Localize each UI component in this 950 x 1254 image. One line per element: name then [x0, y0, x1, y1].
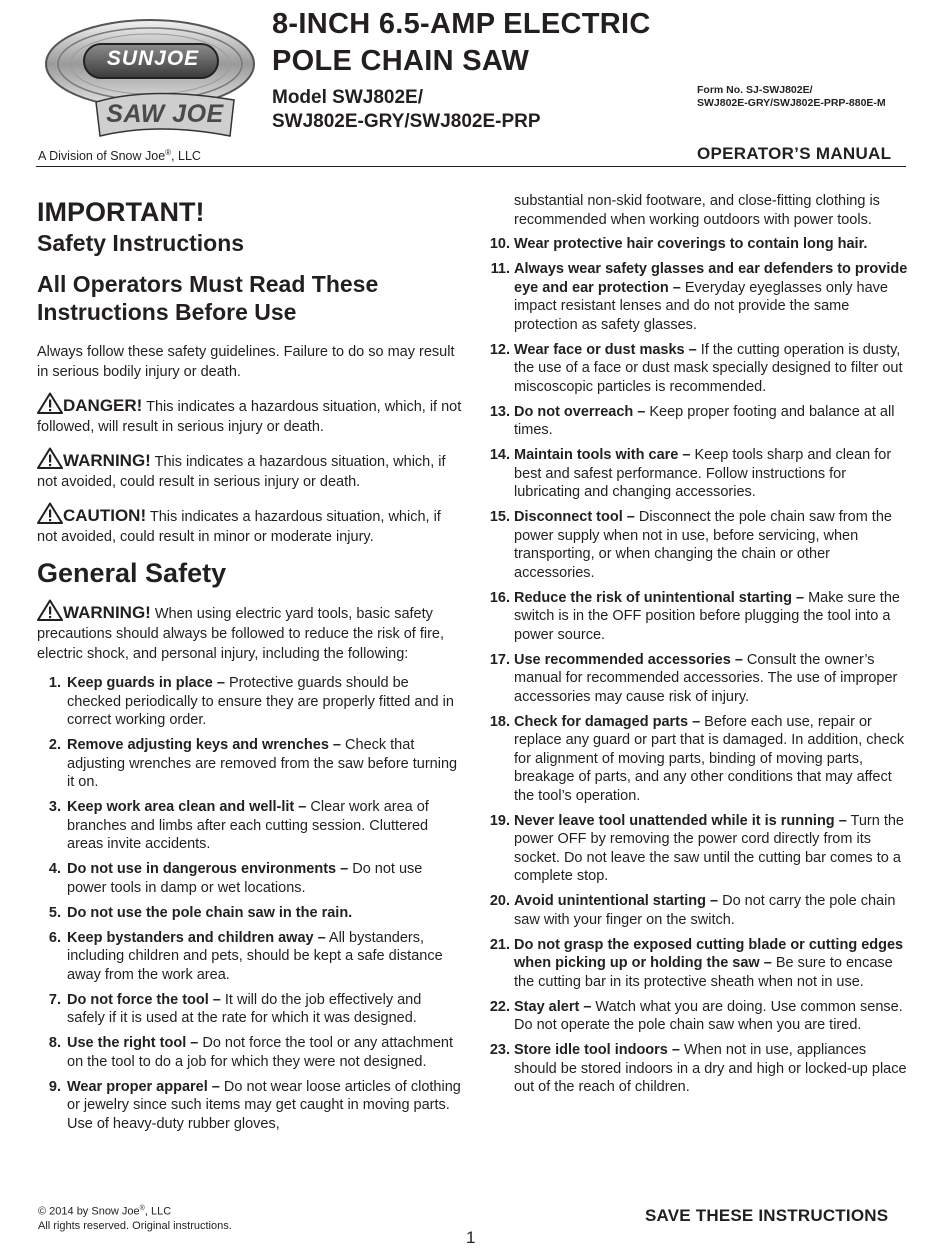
item-lead: Use recommended accessories –	[514, 651, 743, 668]
safety-instructions-heading: Safety Instructions	[37, 230, 245, 256]
item-lead: Disconnect tool –	[514, 509, 635, 525]
item-lead: Do not use the pole chain saw in the rain.	[67, 904, 353, 921]
item-lead: Maintain tools with care –	[514, 447, 691, 463]
must-read-line2: Instructions Before Use	[37, 299, 297, 325]
item-lead: Always wear safety glasses and ear defenders to provide eye and ear protection –	[514, 261, 908, 296]
item-lead: Remove adjusting keys and wrenches –	[67, 737, 341, 753]
item-text: Consult the owner’s manual for recommended accessories. The use of improper accessories may cause risk of injury.	[514, 651, 898, 705]
list-item	[486, 260, 908, 334]
model-number	[272, 86, 541, 134]
copyright-line2: All rights reserved. Original instructions.	[38, 1219, 232, 1232]
item-number: 1.	[48, 675, 61, 691]
item-text: All bystanders, including children and pets, should be kept a safe distance away from the work area.	[67, 929, 443, 983]
item-lead: Use the right tool –	[67, 1035, 199, 1051]
item-lead: Store idle tool indoors –	[514, 1042, 680, 1058]
general-warning-text: When using electric yard tools, basic safety precautions should always be followed to reduce the risk of fire, electric shock, and personal injury, including the following:	[37, 606, 445, 662]
left-column	[37, 196, 463, 1140]
item-lead: Keep guards in place –	[67, 675, 225, 691]
item-lead: Wear protective hair coverings to contain long hair.	[514, 236, 868, 252]
list-item	[486, 341, 908, 397]
list-item	[486, 812, 908, 886]
product-title-line2: POLE CHAIN SAW	[272, 45, 530, 77]
danger-statement	[37, 392, 463, 437]
item-number: 9.	[48, 1078, 61, 1095]
item-text: It will do the job effectively and safely if it is used at the rate for which it was designed.	[67, 991, 422, 1026]
item-number: 14.	[489, 447, 510, 463]
list-item	[486, 651, 908, 707]
warning-triangle-icon	[37, 599, 63, 621]
item-text: When not in use, appliances should be stored indoors in a dry and high or locked-up place out of the reach of children.	[514, 1042, 907, 1095]
copyright-owner: © 2014 by Snow Joe	[38, 1205, 140, 1218]
item-text: Clear work area of branches and limbs after each cutting session. Cluttered areas invite accidents.	[67, 799, 429, 852]
registered-mark: ®	[165, 148, 172, 157]
list-item	[486, 713, 908, 806]
item-lead: Check for damaged parts –	[514, 713, 701, 730]
warning-triangle-icon	[37, 447, 63, 469]
list-item	[486, 936, 908, 992]
list-item	[37, 674, 463, 730]
safety-list-left	[37, 674, 463, 1133]
item-lead: Do not use in dangerous environments –	[67, 861, 349, 877]
item-text: If the cutting operation is dusty, the use of a face or dust mask specially designed to filter out miscoscopic particles is recommended.	[514, 341, 903, 395]
list-item	[37, 904, 463, 923]
division-suffix: , LLC	[171, 149, 201, 164]
division-text	[38, 148, 201, 163]
item-number: 4.	[48, 861, 61, 877]
item-number: 6.	[48, 929, 61, 946]
item-text: Watch what you are doing. Use common sense. Do not operate the pole chain saw when you are tired.	[514, 998, 903, 1033]
must-read-heading	[37, 270, 463, 326]
item-number: 22.	[489, 998, 510, 1015]
list-item	[486, 235, 908, 254]
item-number: 16.	[489, 589, 510, 606]
copyright-suffix: , LLC	[144, 1205, 172, 1218]
list-item	[37, 991, 463, 1028]
item-number: 11.	[490, 261, 510, 277]
item-lead: Reduce the risk of unintentional starting –	[514, 589, 805, 606]
item-text: Check that adjusting wrenches are removed from the saw before turning it on.	[67, 737, 458, 790]
division-name: A Division of Snow Joe	[38, 149, 166, 164]
item-lead: Do not force the tool –	[67, 991, 221, 1008]
list-item	[486, 998, 908, 1035]
list-item	[37, 1078, 463, 1134]
item-text: Turn the power OFF by removing the power cord directly from its socket. Do not leave the saw until the cutting bar comes to a complete stop.	[514, 812, 904, 884]
item-number: 19.	[489, 812, 510, 829]
warning-text: This indicates a hazardous situation, which, if not avoided, could result in serious injury or death.	[37, 454, 446, 490]
must-read-line1: All Operators Must Read These	[37, 271, 379, 297]
item-text: Before each use, repair or replace any guard or part that is damaged. In addition, check for alignment of moving parts, binding of moving parts, breakage of parts, and any other conditions that may affect the tool’s operation.	[514, 713, 905, 804]
form-line1: Form No. SJ-SWJ802E/	[697, 84, 813, 96]
item-9-continuation: substantial non-skid footware, and close-fitting clothing is recommended when working outdoors with power tools.	[514, 193, 880, 228]
item-number: 15.	[489, 509, 510, 525]
item-number: 20.	[489, 893, 510, 909]
list-item	[486, 446, 908, 502]
registered-mark: ®	[139, 1205, 145, 1212]
item-text: Do not carry the pole chain saw with your finger on the switch.	[514, 893, 896, 928]
item-text: Everyday eyeglasses only have impact resistant lenses and do not provide the same protection as safety glasses.	[514, 279, 888, 333]
item-text: Keep proper footing and balance at all times.	[514, 403, 895, 438]
item-lead: Wear proper apparel –	[67, 1078, 220, 1095]
warning-statement	[37, 447, 463, 492]
item-text: Make sure the switch is in the OFF position before plugging the tool into a power source.	[514, 589, 900, 643]
item-number: 10.	[489, 236, 510, 252]
item-number: 12.	[489, 341, 510, 358]
item-text: Keep tools sharp and clean for best and safest performance. Follow instructions for lubricating and changing accessories.	[514, 447, 892, 500]
list-item	[37, 1034, 463, 1071]
item-lead: Keep work area clean and well-lit –	[67, 799, 307, 815]
item-lead: Never leave tool unattended while it is running –	[514, 812, 847, 829]
item-lead: Wear face or dust masks –	[514, 341, 697, 358]
product-title	[272, 6, 651, 80]
item-number: 18.	[489, 713, 510, 730]
general-safety-heading: General Safety	[37, 558, 227, 588]
item-number: 7.	[48, 991, 61, 1008]
model-line2: SWJ802E-GRY/SWJ802E-PRP	[272, 111, 541, 132]
product-title-line1: 8-INCH 6.5-AMP ELECTRIC	[272, 8, 651, 40]
warning-triangle-icon	[37, 502, 63, 524]
list-item	[37, 736, 463, 792]
item-text: Do not force the tool or any attachment on the tool to do a job for which they were not designed.	[67, 1035, 454, 1070]
safety-list-right	[486, 235, 908, 1097]
save-instructions-label: SAVE THESE INSTRUCTIONS	[645, 1206, 889, 1225]
item-lead: Do not grasp the exposed cutting blade or cutting edges when picking up or holding the saw –	[514, 936, 904, 971]
item-text: Be sure to encase the cutting bar in its protective sheath when not in use.	[514, 955, 893, 990]
item-number: 21.	[489, 936, 510, 953]
warning-triangle-icon	[37, 392, 63, 414]
caution-keyword: CAUTION!	[63, 506, 147, 525]
list-item	[37, 798, 463, 854]
brand-logo	[38, 14, 266, 138]
item-number: 13.	[489, 403, 510, 420]
list-item	[486, 1041, 908, 1097]
danger-text: This indicates a hazardous situation, which, if not followed, will result in serious injury or death.	[37, 399, 462, 435]
list-item	[37, 929, 463, 985]
item-number: 8.	[48, 1035, 61, 1051]
list-item	[486, 589, 908, 645]
item-lead: Keep bystanders and children away –	[67, 929, 326, 946]
right-column	[486, 192, 908, 1103]
always-follow-text: Always follow these safety guidelines. Failure to do so may result in serious bodily injury or death.	[37, 344, 455, 380]
list-item	[486, 508, 908, 582]
list-item	[486, 892, 908, 929]
warning-keyword: WARNING!	[63, 451, 151, 470]
general-warning-keyword: WARNING!	[63, 603, 151, 622]
item-text: Protective guards should be checked periodically to ensure they are properly fitted and in correct working order.	[67, 675, 454, 728]
caution-statement	[37, 502, 463, 547]
item-number: 3.	[48, 799, 61, 815]
logo-text-sawjoe: SAW JOE	[106, 100, 224, 128]
list-item	[486, 403, 908, 440]
header-divider	[36, 166, 906, 167]
general-warning-statement	[37, 599, 463, 664]
item-lead: Avoid unintentional starting –	[514, 893, 719, 909]
item-text: Do not use power tools in damp or wet locations.	[67, 861, 423, 896]
copyright-line1	[38, 1202, 232, 1219]
item-number: 5.	[48, 904, 61, 921]
form-number	[697, 84, 886, 110]
form-line2: SWJ802E-GRY/SWJ802E-PRP-880E-M	[697, 97, 886, 109]
operators-manual-label: OPERATOR’S MANUAL	[697, 144, 892, 163]
page-number: 1	[466, 1228, 476, 1247]
item-lead: Stay alert –	[514, 998, 592, 1015]
item-lead: Do not overreach –	[514, 403, 646, 420]
important-heading: IMPORTANT!	[37, 197, 205, 227]
item-text: Do not wear loose articles of clothing or jewelry since such items may get caught in moving parts. Use of heavy-duty rubber gloves,	[67, 1078, 461, 1132]
list-item	[37, 860, 463, 897]
item-number: 23.	[489, 1042, 510, 1058]
item-text: Disconnect the pole chain saw from the power supply when not in use, before servicing, when transporting, or when changing the chain or other accessories.	[514, 509, 892, 581]
model-line1: Model SWJ802E/	[272, 87, 423, 108]
danger-keyword: DANGER!	[63, 396, 143, 415]
item-number: 17.	[489, 651, 510, 668]
item-number: 2.	[48, 737, 61, 753]
logo-text-sunjoe: SUNJOE	[106, 47, 200, 70]
caution-text: This indicates a hazardous situation, which, if not avoided, could result in minor or moderate injury.	[37, 509, 441, 545]
copyright-notice	[38, 1202, 232, 1233]
